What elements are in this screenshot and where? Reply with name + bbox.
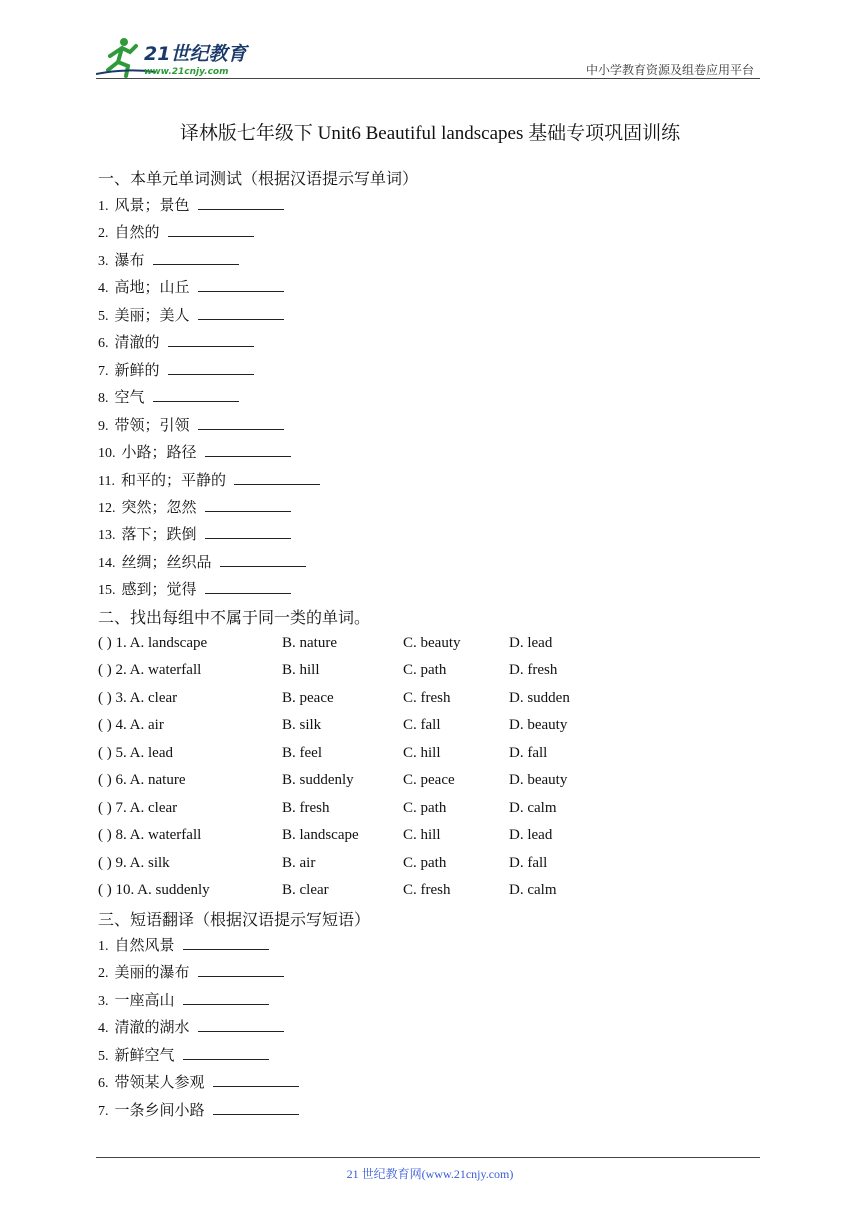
item-prompt: 新鲜空气 <box>114 1045 175 1064</box>
question-option-a: ( ) 8. A. waterfall <box>98 827 202 844</box>
list-item <box>98 469 320 489</box>
answer-blank[interactable] <box>183 934 269 950</box>
option-c: C. hill <box>403 827 441 844</box>
answer-blank[interactable] <box>153 386 239 402</box>
page-title: 译林版七年级下 Unit6 Beautiful landscapes 基础专项巩固训练 <box>179 123 681 144</box>
item-number: 1. <box>98 199 109 214</box>
option-b: B. fresh <box>282 799 330 816</box>
item-number: 3. <box>98 253 109 269</box>
answer-blank[interactable] <box>220 551 306 567</box>
list-item <box>98 989 269 1009</box>
section3-title: 三、短语翻译（根据汉语提示写短语） <box>98 910 371 929</box>
item-number: 7. <box>98 363 109 379</box>
question-row <box>98 633 718 653</box>
answer-blank[interactable] <box>205 441 291 457</box>
list-item <box>98 331 254 351</box>
item-number: 12. <box>98 500 116 516</box>
item-number: 4. <box>98 1021 109 1037</box>
item-number: 7. <box>98 1103 109 1119</box>
question-row <box>98 853 718 873</box>
question-option-a: ( ) 5. A. lead <box>98 744 173 761</box>
item-prompt: 高地；山丘 <box>114 278 190 297</box>
item-number: 9. <box>98 418 109 434</box>
header-divider <box>96 78 760 79</box>
item-number: 2. <box>98 226 109 242</box>
option-c: C. fresh <box>403 882 451 899</box>
question-row <box>98 798 718 818</box>
list-item <box>98 1099 299 1119</box>
item-number: 14. <box>98 555 116 571</box>
item-prompt: 突然；忽然 <box>121 497 197 516</box>
item-prompt: 清澈的湖水 <box>114 1018 190 1037</box>
option-b: B. hill <box>282 662 320 679</box>
answer-blank[interactable] <box>183 989 269 1005</box>
list-item <box>98 523 291 543</box>
item-number: 15. <box>98 583 116 599</box>
item-number: 1. <box>98 939 109 954</box>
list-item <box>98 578 291 598</box>
answer-blank[interactable] <box>168 359 254 375</box>
item-prompt: 落下；跌倒 <box>121 525 197 544</box>
section1-title: 一、本单元单词测试（根据汉语提示写单词） <box>98 169 419 188</box>
question-option-a: ( ) 9. A. silk <box>98 854 170 871</box>
item-prompt: 美丽的瀑布 <box>114 963 190 982</box>
header-platform-text: 中小学教育资源及组卷应用平台 <box>585 63 754 77</box>
answer-blank[interactable] <box>198 414 284 430</box>
option-b: B. suddenly <box>282 772 354 789</box>
question-option-a: ( ) 4. A. air <box>98 717 164 734</box>
list-item <box>98 1071 299 1091</box>
item-prompt: 自然风景 <box>114 936 175 954</box>
item-number: 3. <box>98 993 109 1009</box>
item-prompt: 丝绸；丝织品 <box>121 552 212 571</box>
answer-blank[interactable] <box>168 331 254 347</box>
answer-blank[interactable] <box>213 1099 299 1115</box>
logo-text: 21世纪教育 <box>144 43 247 65</box>
item-number: 8. <box>98 391 109 407</box>
footer-divider <box>96 1157 760 1158</box>
option-d: D. lead <box>509 827 553 844</box>
question-row <box>98 688 718 708</box>
option-c: C. path <box>403 854 447 871</box>
option-d: D. calm <box>509 882 557 899</box>
question-option-a: ( ) 7. A. clear <box>98 799 178 816</box>
item-prompt: 小路；路径 <box>121 443 197 462</box>
answer-blank[interactable] <box>198 276 284 292</box>
item-prompt: 瀑布 <box>114 250 145 269</box>
item-prompt: 空气 <box>114 388 145 407</box>
item-number: 13. <box>98 528 116 544</box>
answer-blank[interactable] <box>205 523 291 539</box>
option-d: D. calm <box>509 799 557 816</box>
item-prompt: 清澈的 <box>114 333 160 352</box>
list-item <box>98 961 284 981</box>
option-d: D. beauty <box>509 772 568 789</box>
option-d: D. fall <box>509 744 548 761</box>
question-row <box>98 825 718 845</box>
option-c: C. beauty <box>403 635 461 651</box>
question-option-a: ( ) 6. A. nature <box>98 772 186 789</box>
answer-blank[interactable] <box>198 1016 284 1032</box>
item-prompt: 感到；觉得 <box>121 580 197 599</box>
list-item <box>98 276 284 296</box>
option-b: B. nature <box>282 635 337 651</box>
question-option-a: ( ) 1. A. landscape <box>98 635 208 651</box>
option-c: C. path <box>403 662 447 679</box>
option-b: B. peace <box>282 689 334 706</box>
item-number: 10. <box>98 446 116 462</box>
page-header <box>96 34 760 80</box>
section2-title: 二、找出每组中不属于同一类的单词。 <box>98 608 371 627</box>
site-logo <box>96 34 266 78</box>
item-number: 11. <box>98 473 115 489</box>
option-d: D. fresh <box>509 662 558 679</box>
item-number: 5. <box>98 308 109 324</box>
question-option-a: ( ) 2. A. waterfall <box>98 662 202 679</box>
item-prompt: 和平的；平静的 <box>120 470 226 489</box>
option-b: B. landscape <box>282 827 359 844</box>
item-number: 2. <box>98 966 109 982</box>
item-prompt: 带领；引领 <box>114 415 190 434</box>
option-b: B. air <box>282 854 316 871</box>
question-option-a: ( ) 3. A. clear <box>98 689 178 706</box>
item-prompt: 带领某人参观 <box>114 1073 205 1092</box>
option-b: B. feel <box>282 744 322 761</box>
option-d: D. fall <box>509 854 548 871</box>
option-b: B. clear <box>282 882 329 899</box>
list-item <box>98 359 254 379</box>
item-prompt: 一条乡间小路 <box>114 1100 205 1119</box>
question-row <box>98 880 718 900</box>
question-row <box>98 715 718 735</box>
item-prompt: 一座高山 <box>114 990 175 1009</box>
item-number: 6. <box>98 336 109 352</box>
answer-blank[interactable] <box>198 304 284 320</box>
list-item <box>98 496 291 516</box>
answer-blank[interactable] <box>183 1044 269 1060</box>
answer-blank[interactable] <box>153 249 239 265</box>
item-prompt: 风景；景色 <box>114 196 190 214</box>
option-d: D. lead <box>509 635 553 651</box>
option-d: D. sudden <box>509 689 570 706</box>
answer-blank[interactable] <box>234 469 320 485</box>
answer-blank[interactable] <box>205 578 291 594</box>
question-option-a: ( ) 10. A. suddenly <box>98 882 210 899</box>
list-item <box>98 304 284 324</box>
answer-blank[interactable] <box>198 961 284 977</box>
list-item <box>98 934 269 954</box>
list-item <box>98 386 239 406</box>
list-item <box>98 551 306 571</box>
list-item <box>98 249 239 269</box>
list-item <box>98 221 254 241</box>
option-c: C. hill <box>403 744 441 761</box>
item-number: 6. <box>98 1076 109 1092</box>
option-d: D. beauty <box>509 717 568 734</box>
option-c: C. fall <box>403 717 441 734</box>
footer-text: 21 世纪教育网(www.21cnjy.com) <box>346 1167 514 1181</box>
question-row <box>98 743 718 763</box>
item-prompt: 新鲜的 <box>114 360 160 379</box>
list-item <box>98 1044 269 1064</box>
question-row <box>98 660 718 680</box>
list-item <box>98 1016 284 1036</box>
option-c: C. fresh <box>403 689 451 706</box>
item-number: 5. <box>98 1048 109 1064</box>
list-item <box>98 194 284 214</box>
option-b: B. silk <box>282 717 322 734</box>
list-item <box>98 414 284 434</box>
answer-blank[interactable] <box>213 1071 299 1087</box>
option-c: C. peace <box>403 772 455 789</box>
question-row <box>98 770 718 790</box>
answer-blank[interactable] <box>168 221 254 237</box>
answer-blank[interactable] <box>205 496 291 512</box>
list-item <box>98 441 291 461</box>
item-number: 4. <box>98 281 109 297</box>
item-prompt: 美丽；美人 <box>114 305 190 324</box>
answer-blank[interactable] <box>198 194 284 210</box>
logo-url-text: www.21cnjy.com <box>144 67 229 77</box>
option-c: C. path <box>403 799 447 816</box>
item-prompt: 自然的 <box>114 223 160 242</box>
